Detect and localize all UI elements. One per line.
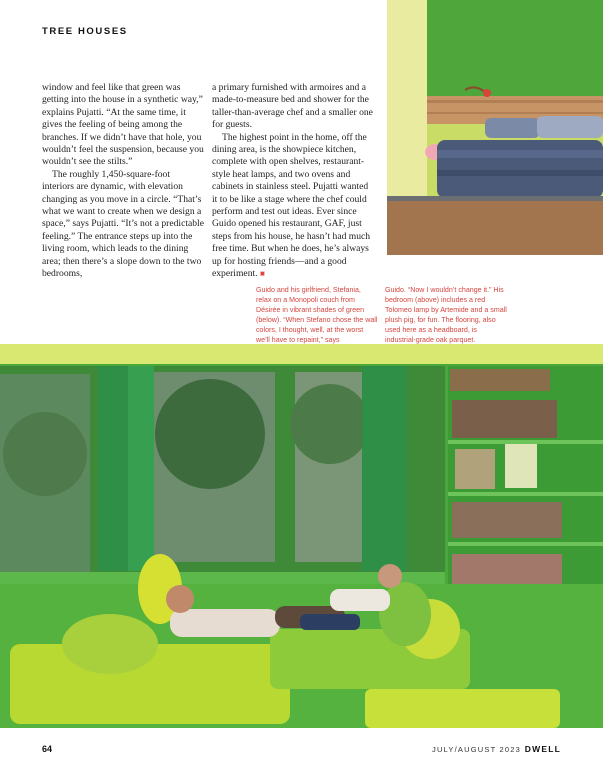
page-number: 64	[42, 744, 53, 754]
photo-caption-right: Guido. “Now I wouldn’t change it.” His bedroom (above) includes a red Tolomeo lamp by Artemide and a small plush pig, for fun. The flooring, also used here as a headboard, is industrial-grade oak parquet.	[385, 286, 507, 344]
bedroom-illustration	[387, 0, 603, 255]
magazine-name: DWELL	[524, 744, 561, 754]
body-column-2	[212, 82, 374, 281]
paragraph: window and feel like that green was getting into the house in a synthetic way,” explains Pujatti. “At the same time, it gives the feeling of being among the branches. If we didn’t have that hole, you wouldn’t feel the suspension, because you wouldn’t see the stilts.”	[42, 82, 204, 168]
paragraph	[212, 132, 374, 281]
body-column-1	[42, 82, 204, 281]
end-mark-icon: ■	[259, 269, 265, 279]
section-label: TREE HOUSES	[42, 26, 128, 37]
issue-date: JULY/AUGUST 2023	[432, 745, 521, 754]
bedroom-photo	[387, 0, 603, 255]
paragraph: a primary furnished with armoires and a made-to-measure bed and shower for the taller-than-average chef and a smaller one for guests.	[212, 82, 373, 131]
living-room-illustration	[0, 344, 603, 728]
paragraph: The roughly 1,450-square-foot interiors are dynamic, with elevation changing as you move in a circle. “That’s what we want to create when we design a space,” says Pujatti. “It’s not a predictable feeling.” The entrance steps up into the living room, which leads to the dining area; then there’s a slope down to the two bedrooms,	[42, 168, 204, 280]
paragraph-text: The highest point in the home, off the dining area, is the showpiece kitchen, complete with open shelves, restaurant-style heat lamps, and two ovens and cabinets in stainless steel. Pujatti wanted it to be like a stage where the chef could perform and test out ideas. Ever since Guido opened his restaurant, GAF, just steps from his house, he hasn’t had much free time. But when he does, he’s always up for hosting friends—and a good experiment.	[212, 131, 371, 280]
photo-caption-left: Guido and his girlfriend, Stefania, relax on a Monopoli couch from Désirée in vibrant shades of green (below). “When Stefano chose the wall colors, I thought, well, at the worst we’ll have to repaint,” says	[256, 286, 378, 344]
living-room-photo	[0, 344, 603, 728]
